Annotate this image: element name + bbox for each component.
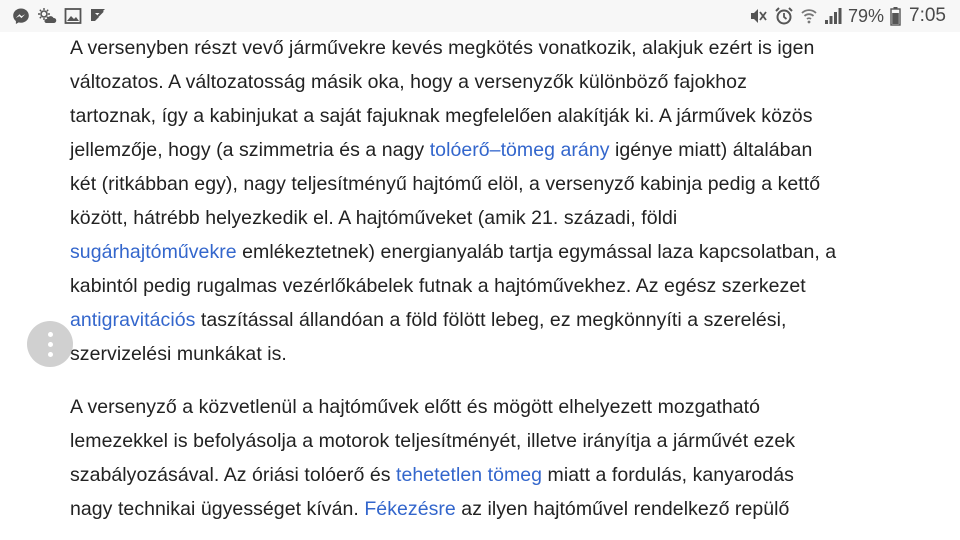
system-status: [748, 4, 946, 28]
text-line: [70, 458, 930, 492]
wifi-icon: [800, 6, 818, 26]
text-segment: az ilyen hajtóművel rendelkező repülő: [455, 498, 790, 520]
weather-icon: [37, 7, 57, 25]
more-vertical-icon: [48, 352, 53, 357]
notification-icons: [12, 6, 107, 26]
alarm-icon: [774, 6, 794, 26]
text-line: két (ritkábban egy), nagy teljesítményű hajtómű elöl, a versenyző kabinja pedig a kettő: [70, 173, 821, 195]
text-line: tartoznak, így a kabinjukat a saját fajuknak megfelelően alakítják ki. A járművek közös: [70, 105, 813, 127]
article-body: [70, 31, 930, 526]
floating-more-button[interactable]: [27, 321, 73, 367]
status-bar: [0, 0, 960, 32]
clock: 7:05: [909, 5, 946, 26]
link-inertial-mass[interactable]: tehetetlen tömeg: [395, 464, 543, 486]
text-segment: jellemzője, hogy (a szimmetria és a nagy: [70, 139, 430, 161]
text-line: kabintól pedig rugalmas vezérlőkábelek futnak a hajtóművekhez. Az egész szerkezet: [70, 275, 806, 297]
text-line: A versenyző a közvetlenül a hajtóművek előtt és mögött elhelyezett mozgatható: [70, 396, 760, 418]
text-segment: szabályozásával. Az óriási tolóerő és: [70, 464, 396, 486]
text-line: lemezekkel is befolyásolja a motorok teljesítményét, illetve irányítja a járművét ezek: [70, 430, 796, 452]
text-line: A versenyben részt vevő járművekre kevés megkötés vonatkozik, alakjuk ezért is igen: [70, 37, 815, 59]
text-segment: taszítással állandóan a föld fölött lebeg, ez megkönnyíti a szerelési,: [195, 309, 787, 331]
text-line: [70, 303, 930, 337]
text-segment: emlékeztetnek) energianyaláb tartja egymással laza kapcsolatban, a: [236, 241, 837, 263]
battery-icon: [890, 6, 901, 26]
gallery-icon: [64, 7, 82, 25]
link-antigravity[interactable]: antigravitációs: [70, 309, 196, 331]
text-line: között, hátrébb helyezkedik el. A hajtóműveket (amik 21. századi, földi: [70, 207, 678, 229]
text-segment: igénye miatt) általában: [609, 139, 813, 161]
flipboard-icon: [89, 7, 107, 25]
mute-icon: [748, 6, 768, 26]
link-jet-engines[interactable]: sugárhajtóművekre: [70, 241, 237, 263]
battery-percent: 79%: [847, 5, 885, 26]
paragraph-control: [70, 390, 930, 526]
text-line: [70, 492, 930, 526]
more-vertical-icon: [48, 342, 53, 347]
more-vertical-icon: [48, 332, 53, 337]
text-line: szervizelési munkákat is.: [70, 343, 287, 365]
text-segment: nagy technikai ügyességet kíván.: [70, 498, 365, 520]
text-segment: miatt a fordulás, kanyarodás: [542, 464, 794, 486]
signal-icon: [824, 6, 842, 26]
text-line: változatos. A változatosság másik oka, hogy a versenyzők különböző fajokhoz: [70, 71, 747, 93]
paragraph-vehicles: [70, 31, 930, 371]
messenger-icon: [12, 7, 30, 25]
text-line: [70, 133, 930, 167]
link-thrust-to-weight-ratio[interactable]: tolóerő–tömeg arány: [429, 139, 610, 161]
link-braking[interactable]: Fékezésre: [364, 498, 456, 520]
text-line: [70, 235, 930, 269]
